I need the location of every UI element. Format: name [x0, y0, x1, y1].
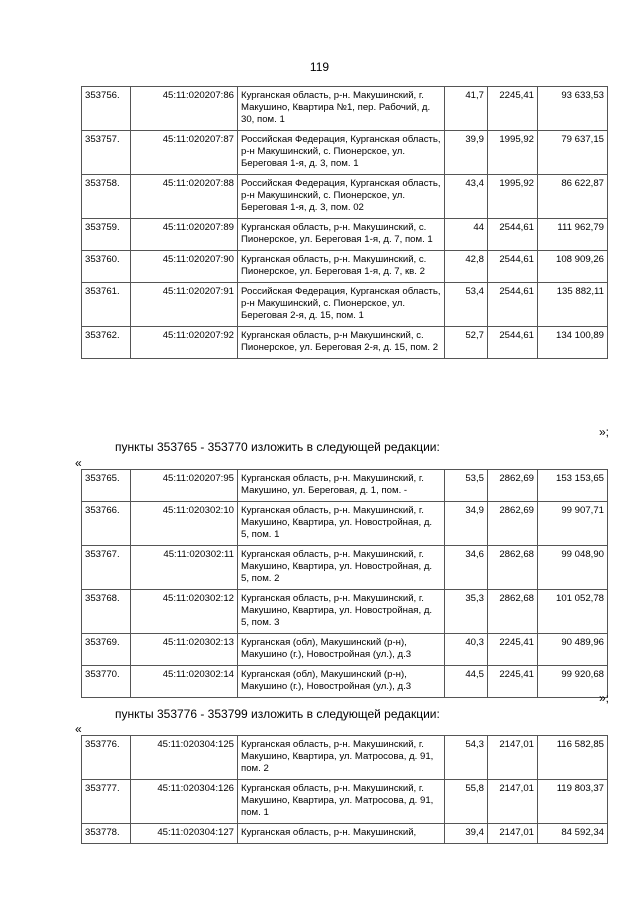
closing-mark: »; [598, 691, 609, 705]
cadastral-number: 45:11:020304:125 [131, 736, 238, 780]
address: Курганская область, р-н. Макушинский, с. Пионерское, ул. Береговая 1-я, д. 7, пом. 1 [238, 219, 445, 251]
entry-number: 353759. [82, 219, 131, 251]
cost-value: 93 633,53 [538, 87, 608, 131]
cost-value: 108 909,26 [538, 251, 608, 283]
entry-number: 353765. [82, 470, 131, 502]
table-row [82, 590, 608, 634]
cadastral-number: 45:11:020207:89 [131, 219, 238, 251]
cadastral-number: 45:11:020302:11 [131, 546, 238, 590]
entry-number: 353770. [82, 666, 131, 698]
entry-number: 353767. [82, 546, 131, 590]
table-row [82, 470, 608, 502]
cadastral-number: 45:11:020302:10 [131, 502, 238, 546]
cadastral-number: 45:11:020302:14 [131, 666, 238, 698]
table-row [82, 87, 608, 131]
address: Российская Федерация, Курганская область, р-н Макушинский, с. Пионерское, ул. Береговая 2-я, д. 15, пом. 1 [238, 283, 445, 327]
cadastral-number: 45:11:020207:91 [131, 283, 238, 327]
opening-quote: « [75, 722, 82, 736]
address: Курганская (обл), Макушинский (р-н), Макушино (г.), Новостройная (ул.), д.3 [238, 666, 445, 698]
instruction-text: пункты 353765 - 353770 изложить в следующей редакции: [115, 440, 440, 454]
cadastral-number: 45:11:020207:90 [131, 251, 238, 283]
instruction-text: пункты 353776 - 353799 изложить в следующей редакции: [115, 707, 440, 721]
cost-value: 99 907,71 [538, 502, 608, 546]
cadastral-number: 45:11:020304:126 [131, 780, 238, 824]
area-value: 34,6 [445, 546, 488, 590]
address: Курганская область, р-н. Макушинский, г. Макушино, Квартира, ул. Новостройная, д. 5, пом. 2 [238, 546, 445, 590]
cost-value: 79 637,15 [538, 131, 608, 175]
area-value: 41,7 [445, 87, 488, 131]
rate-value: 2544,61 [488, 283, 538, 327]
rate-value: 2862,68 [488, 546, 538, 590]
rate-value: 2147,01 [488, 780, 538, 824]
address: Курганская область, р-н. Макушинский, г. Макушино, Квартира, ул. Матросова, д. 91, пом. 2 [238, 736, 445, 780]
entry-number: 353766. [82, 502, 131, 546]
area-value: 54,3 [445, 736, 488, 780]
rate-value: 2147,01 [488, 736, 538, 780]
address: Курганская область, р-н. Макушинский, г. Макушино, ул. Береговая, д. 1, пом. - [238, 470, 445, 502]
area-value: 52,7 [445, 327, 488, 359]
cost-value: 99 048,90 [538, 546, 608, 590]
cadastral-table-2 [81, 469, 608, 698]
rate-value: 2544,61 [488, 327, 538, 359]
cost-value: 153 153,65 [538, 470, 608, 502]
rate-value: 2862,68 [488, 590, 538, 634]
entry-number: 353761. [82, 283, 131, 327]
address: Курганская область, р-н. Макушинский, [238, 824, 445, 844]
area-value: 39,9 [445, 131, 488, 175]
cost-value: 116 582,85 [538, 736, 608, 780]
address: Курганская область, р-н. Макушинский, г. Макушино, Квартира, ул. Матросова, д. 91, пом. 1 [238, 780, 445, 824]
cadastral-number: 45:11:020207:86 [131, 87, 238, 131]
cost-value: 101 052,78 [538, 590, 608, 634]
table-row [82, 131, 608, 175]
cost-value: 134 100,89 [538, 327, 608, 359]
address: Курганская область, р-н. Макушинский, г. Макушино, Квартира, ул. Новостройная, д. 5, пом. 3 [238, 590, 445, 634]
area-value: 35,3 [445, 590, 488, 634]
table-row [82, 634, 608, 666]
entry-number: 353778. [82, 824, 131, 844]
table-row [82, 780, 608, 824]
opening-quote: « [75, 456, 82, 470]
entry-number: 353777. [82, 780, 131, 824]
entry-number: 353776. [82, 736, 131, 780]
rate-value: 2245,41 [488, 634, 538, 666]
area-value: 44 [445, 219, 488, 251]
cadastral-number: 45:11:020207:92 [131, 327, 238, 359]
table-row [82, 736, 608, 780]
address: Курганская область, р-н Макушинский, с. Пионерское, ул. Береговая 2-я, д. 15, пом. 2 [238, 327, 445, 359]
address: Российская Федерация, Курганская область, р-н Макушинский, с. Пионерское, ул. Береговая 1-я, д. 3, пом. 02 [238, 175, 445, 219]
area-value: 44,5 [445, 666, 488, 698]
cadastral-number: 45:11:020207:88 [131, 175, 238, 219]
rate-value: 1995,92 [488, 131, 538, 175]
rate-value: 2245,41 [488, 87, 538, 131]
table-row [82, 502, 608, 546]
closing-mark: »; [598, 425, 609, 439]
cost-value: 135 882,11 [538, 283, 608, 327]
address: Курганская область, р-н. Макушинский, г. Макушино, Квартира №1, пер. Рабочий, д. 30, пом. 1 [238, 87, 445, 131]
area-value: 39,4 [445, 824, 488, 844]
cadastral-table-1 [81, 86, 608, 359]
page-number: 119 [309, 60, 330, 74]
area-value: 53,5 [445, 470, 488, 502]
cost-value: 99 920,68 [538, 666, 608, 698]
address: Российская Федерация, Курганская область, р-н Макушинский, с. Пионерское, ул. Береговая 1-я, д. 3, пом. 1 [238, 131, 445, 175]
cadastral-number: 45:11:020304:127 [131, 824, 238, 844]
cost-value: 111 962,79 [538, 219, 608, 251]
table-row [82, 327, 608, 359]
cost-value: 84 592,34 [538, 824, 608, 844]
table-row [82, 251, 608, 283]
rate-value: 2147,01 [488, 824, 538, 844]
entry-number: 353760. [82, 251, 131, 283]
area-value: 34,9 [445, 502, 488, 546]
entry-number: 353762. [82, 327, 131, 359]
table-row [82, 666, 608, 698]
entry-number: 353768. [82, 590, 131, 634]
rate-value: 2245,41 [488, 666, 538, 698]
entry-number: 353757. [82, 131, 131, 175]
entry-number: 353758. [82, 175, 131, 219]
rate-value: 2544,61 [488, 251, 538, 283]
area-value: 42,8 [445, 251, 488, 283]
cadastral-number: 45:11:020207:87 [131, 131, 238, 175]
table-row [82, 824, 608, 844]
rate-value: 2544,61 [488, 219, 538, 251]
rate-value: 1995,92 [488, 175, 538, 219]
cadastral-table-3 [81, 735, 608, 844]
address: Курганская область, р-н. Макушинский, с. Пионерское, ул. Береговая 1-я, д. 7, кв. 2 [238, 251, 445, 283]
table-row [82, 219, 608, 251]
cadastral-number: 45:11:020207:95 [131, 470, 238, 502]
rate-value: 2862,69 [488, 470, 538, 502]
area-value: 40,3 [445, 634, 488, 666]
table-row [82, 546, 608, 590]
cost-value: 119 803,37 [538, 780, 608, 824]
cadastral-number: 45:11:020302:13 [131, 634, 238, 666]
entry-number: 353756. [82, 87, 131, 131]
table-row [82, 175, 608, 219]
area-value: 43,4 [445, 175, 488, 219]
address: Курганская (обл), Макушинский (р-н), Макушино (г.), Новостройная (ул.), д.3 [238, 634, 445, 666]
area-value: 53,4 [445, 283, 488, 327]
cost-value: 86 622,87 [538, 175, 608, 219]
cost-value: 90 489,96 [538, 634, 608, 666]
table-row [82, 283, 608, 327]
cadastral-number: 45:11:020302:12 [131, 590, 238, 634]
entry-number: 353769. [82, 634, 131, 666]
area-value: 55,8 [445, 780, 488, 824]
address: Курганская область, р-н. Макушинский, г. Макушино, Квартира, ул. Новостройная, д. 5, пом. 1 [238, 502, 445, 546]
rate-value: 2862,69 [488, 502, 538, 546]
